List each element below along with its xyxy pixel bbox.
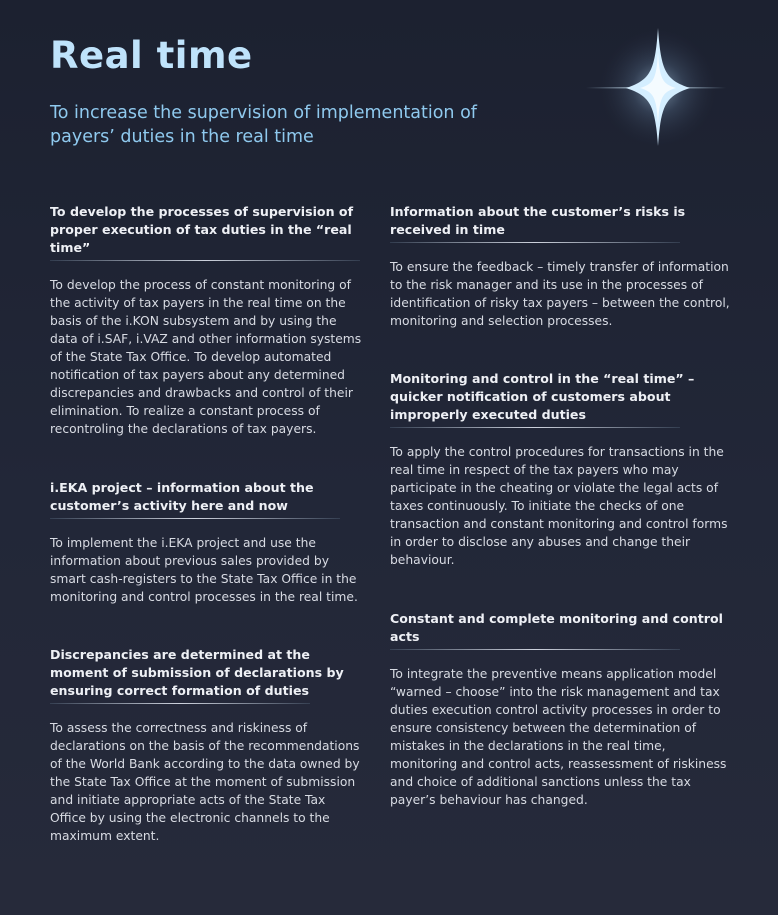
section-divider xyxy=(50,260,360,261)
section-real-time-monitoring xyxy=(390,370,730,569)
section-customer-risks xyxy=(390,203,730,330)
section-heading: Information about the customer’s risks is received in time xyxy=(390,204,686,237)
section-heading: Monitoring and control in the “real time” – quicker notification of customers about improperly executed duties xyxy=(390,371,695,422)
section-body: To integrate the preventive means application model “warned – choose” into the risk management and tax duties execution control activity processes in order to ensure consistency between the determination of mistakes in the declarations in the real time, monitoring and control acts, reassessment of riskiness and choice of additional sanctions unless the tax payer’s behaviour has changed. xyxy=(390,667,727,807)
section-heading: To develop the processes of supervision of proper execution of tax duties in the “real time” xyxy=(50,204,354,255)
section-heading: Constant and complete monitoring and control acts xyxy=(390,611,723,644)
section-supervision-processes xyxy=(50,203,362,438)
section-heading: i.EKA project – information about the customer’s activity here and now xyxy=(50,480,314,513)
section-divider xyxy=(50,518,340,519)
sparkle-star-icon xyxy=(586,22,726,152)
left-column xyxy=(50,203,362,845)
section-control-acts xyxy=(390,610,730,809)
right-column xyxy=(390,203,730,809)
section-divider xyxy=(390,427,680,428)
section-body: To assess the correctness and riskiness of declarations on the basis of the recommendations of the World Bank according to the data owned by the State Tax Office at the moment of submission and initiate appropriate acts of the State Tax Office by using the electronic channels to the maximum extent. xyxy=(50,721,360,843)
section-divider xyxy=(50,703,310,704)
page-subtitle: To increase the supervision of implementation of payers’ duties in the real time xyxy=(50,103,477,147)
section-discrepancies xyxy=(50,646,362,845)
section-body: To implement the i.EKA project and use the information about previous sales provided by smart cash-registers to the State Tax Office in the monitoring and control processes in the real time. xyxy=(50,536,358,604)
section-divider xyxy=(390,649,680,650)
section-body: To ensure the feedback – timely transfer of information to the risk manager and its use in the processes of identification of risky tax payers – between the control, monitoring and selection processes. xyxy=(390,260,730,328)
section-body: To apply the control procedures for transactions in the real time in respect of the tax payers who may participate in the cheating or violate the legal acts of taxes continuously. To initiate the checks of one transaction and constant monitoring and control forms in order to disclose any abuses and change their behaviour. xyxy=(390,445,728,567)
section-heading: Discrepancies are determined at the moment of submission of declarations by ensuring correct formation of duties xyxy=(50,647,344,698)
page-title: Real time xyxy=(50,34,253,77)
section-ieka-project xyxy=(50,479,362,606)
section-body: To develop the process of constant monitoring of the activity of tax payers in the real time on the basis of the i.KON subsystem and by using the data of i.SAF, i.VAZ and other information systems of the State Tax Office. To develop automated notification of tax payers about any determined discrepancies and drawbacks and control of their elimination. To realize a constant process of recontroling the declarations of tax payers. xyxy=(50,278,362,436)
section-divider xyxy=(390,242,680,243)
